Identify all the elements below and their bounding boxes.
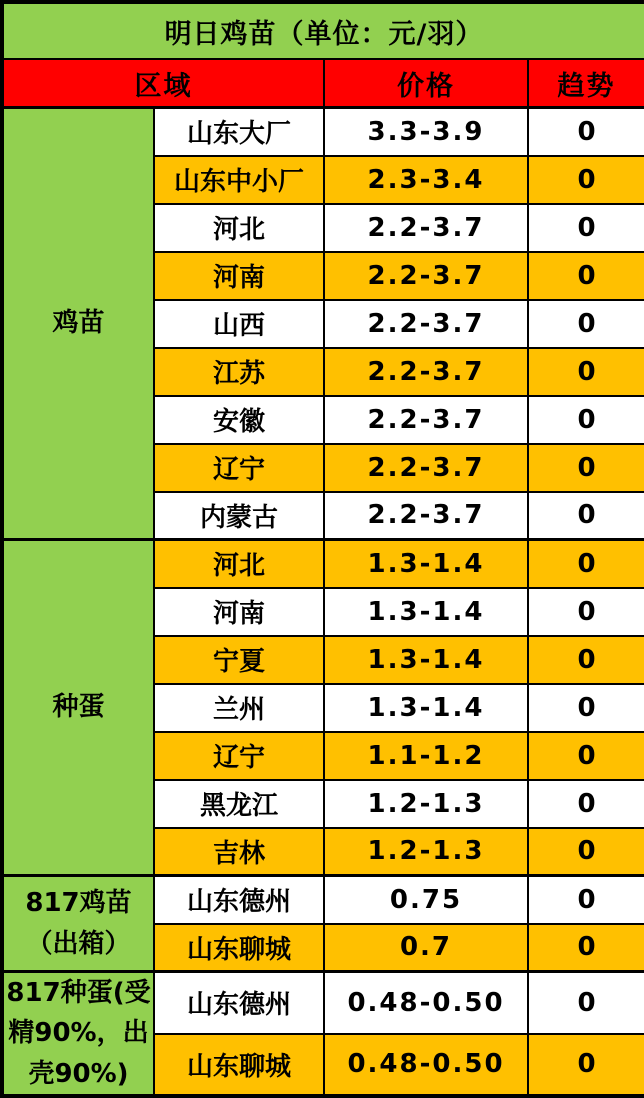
price-cell: 2.2-3.7 [324, 348, 528, 396]
trend-cell: 0 [528, 396, 644, 444]
price-cell: 3.3-3.9 [324, 108, 528, 156]
price-cell: 1.3-1.4 [324, 540, 528, 588]
trend-cell: 0 [528, 1034, 644, 1096]
price-cell: 2.2-3.7 [324, 300, 528, 348]
price-cell: 1.3-1.4 [324, 636, 528, 684]
price-cell: 0.7 [324, 924, 528, 972]
column-header-price: 价格 [324, 59, 528, 108]
price-cell: 2.2-3.7 [324, 444, 528, 492]
group-label: 817鸡苗（出箱） [2, 876, 154, 972]
price-cell: 2.2-3.7 [324, 252, 528, 300]
region-cell: 吉林 [154, 828, 324, 876]
price-cell: 1.1-1.2 [324, 732, 528, 780]
trend-cell: 0 [528, 636, 644, 684]
table-body [2, 2, 644, 1096]
region-cell: 山东德州 [154, 876, 324, 924]
trend-cell: 0 [528, 732, 644, 780]
price-cell: 1.3-1.4 [324, 588, 528, 636]
trend-cell: 0 [528, 924, 644, 972]
table-row [2, 108, 644, 156]
price-cell: 2.2-3.7 [324, 492, 528, 540]
table-row [2, 876, 644, 924]
price-cell: 0.75 [324, 876, 528, 924]
region-cell: 宁夏 [154, 636, 324, 684]
trend-cell: 0 [528, 252, 644, 300]
trend-cell: 0 [528, 972, 644, 1034]
region-cell: 山东大厂 [154, 108, 324, 156]
price-cell: 2.2-3.7 [324, 396, 528, 444]
trend-cell: 0 [528, 588, 644, 636]
region-cell: 山东聊城 [154, 1034, 324, 1096]
price-cell: 2.2-3.7 [324, 204, 528, 252]
region-cell: 山东聊城 [154, 924, 324, 972]
region-cell: 河南 [154, 588, 324, 636]
region-cell: 山东德州 [154, 972, 324, 1034]
title-row [2, 2, 644, 59]
column-header-region: 区域 [2, 59, 324, 108]
price-cell: 1.3-1.4 [324, 684, 528, 732]
price-cell: 1.2-1.3 [324, 828, 528, 876]
trend-cell: 0 [528, 540, 644, 588]
table-row [2, 540, 644, 588]
price-cell: 1.2-1.3 [324, 780, 528, 828]
trend-cell: 0 [528, 876, 644, 924]
price-cell: 2.3-3.4 [324, 156, 528, 204]
trend-cell: 0 [528, 108, 644, 156]
column-header-trend: 趋势 [528, 59, 644, 108]
region-cell: 山东中小厂 [154, 156, 324, 204]
table-row [2, 972, 644, 1034]
trend-cell: 0 [528, 780, 644, 828]
region-cell: 山西 [154, 300, 324, 348]
trend-cell: 0 [528, 156, 644, 204]
region-cell: 黑龙江 [154, 780, 324, 828]
trend-cell: 0 [528, 828, 644, 876]
region-cell: 辽宁 [154, 444, 324, 492]
region-cell: 兰州 [154, 684, 324, 732]
trend-cell: 0 [528, 300, 644, 348]
region-cell: 河南 [154, 252, 324, 300]
trend-cell: 0 [528, 204, 644, 252]
page-title: 明日鸡苗（单位：元/羽） [2, 2, 644, 59]
header-row [2, 59, 644, 108]
region-cell: 安徽 [154, 396, 324, 444]
region-cell: 河北 [154, 204, 324, 252]
trend-cell: 0 [528, 444, 644, 492]
price-cell: 0.48-0.50 [324, 972, 528, 1034]
group-label: 种蛋 [2, 540, 154, 876]
region-cell: 河北 [154, 540, 324, 588]
group-label: 鸡苗 [2, 108, 154, 540]
trend-cell: 0 [528, 684, 644, 732]
price-cell: 0.48-0.50 [324, 1034, 528, 1096]
region-cell: 辽宁 [154, 732, 324, 780]
trend-cell: 0 [528, 348, 644, 396]
region-cell: 江苏 [154, 348, 324, 396]
group-label: 817种蛋(受精90%，出壳90%) [2, 972, 154, 1096]
region-cell: 内蒙古 [154, 492, 324, 540]
trend-cell: 0 [528, 492, 644, 540]
